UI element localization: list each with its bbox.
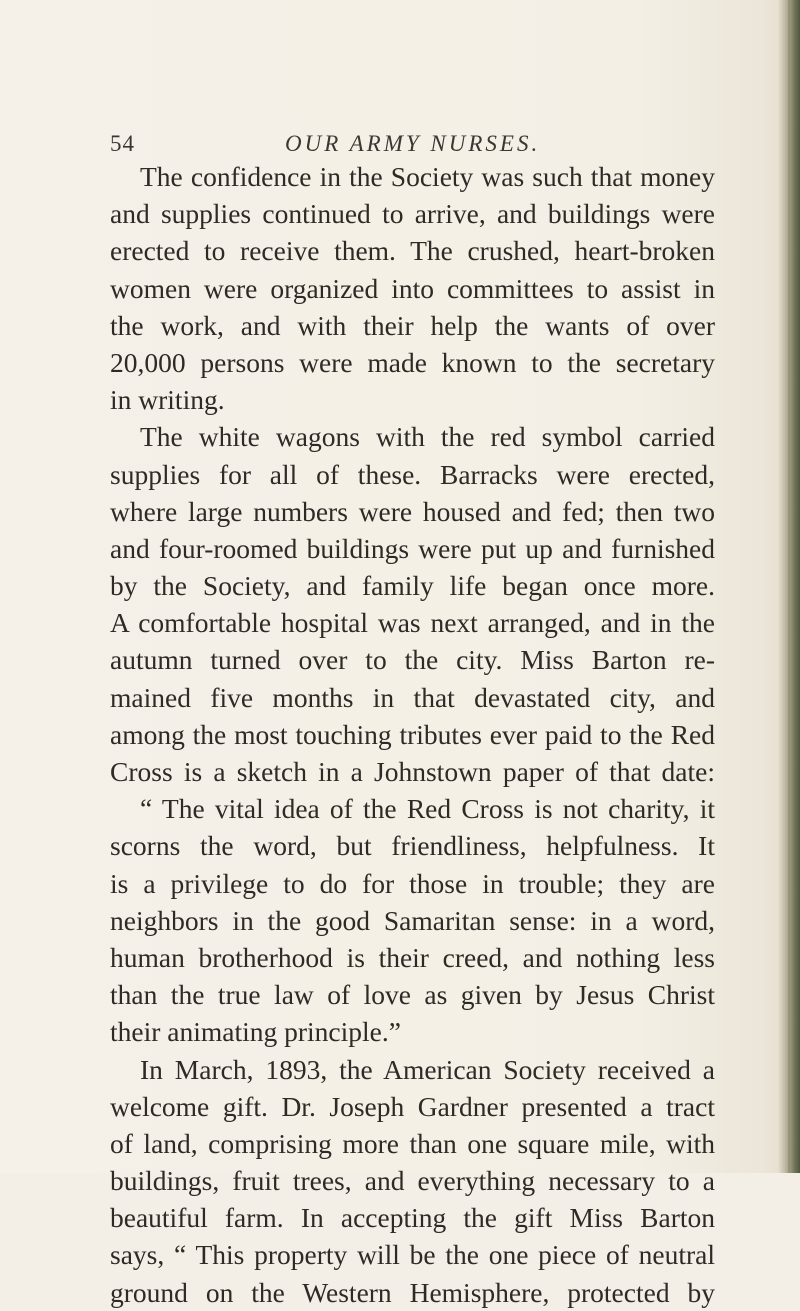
text-line: mained five months in that devastated city, and — [110, 681, 715, 713]
text-line: buildings, fruit trees, and everything necessary to a — [110, 1165, 715, 1197]
text-line: than the true law of love as given by Jesus Christ — [110, 979, 715, 1011]
text-line: in writing. — [110, 384, 225, 416]
text-line: autumn turned over to the city. Miss Barton re- — [110, 644, 715, 676]
text-line: The confidence in the Society was such that money — [140, 161, 715, 192]
text-line: Cross is a sketch in a Johnstown paper of that date: — [110, 756, 715, 787]
page-number: 54 — [110, 131, 135, 156]
text-line: and four-roomed buildings were put up and furnished — [110, 532, 715, 564]
text-line: neighbors in the good Samaritan sense: in a word, — [110, 904, 715, 936]
text-line: ground on the Western Hemisphere, protected by — [110, 1276, 715, 1308]
text-line: the work, and with their help the wants of over — [110, 309, 715, 341]
text-line: beautiful farm. In accepting the gift Miss Barton — [110, 1202, 715, 1234]
text-line: and supplies continued to arrive, and buildings were — [110, 198, 715, 230]
text-line: says, “ This property will be the one piece of neutral — [110, 1239, 715, 1271]
body-text — [110, 158, 715, 1311]
text-line: of land, comprising more than one square mile, with — [110, 1127, 715, 1159]
text-line: where large numbers were housed and fed; then two — [110, 495, 715, 527]
text-line: scorns the word, but friendliness, helpfulness. It — [110, 830, 715, 862]
text-line: erected to receive them. The crushed, heart-broken — [110, 235, 715, 267]
text-line: The white wagons with the red symbol carried — [140, 421, 715, 453]
text-line: supplies for all of these. Barracks were erected, — [110, 458, 715, 490]
text-line: welcome gift. Dr. Joseph Gardner presented a tract — [110, 1090, 715, 1122]
text-line: In March, 1893, the American Society received a — [140, 1053, 715, 1085]
text-line: their animating principle.” — [110, 1016, 401, 1048]
text-line: A comfortable hospital was next arranged, and in the — [110, 607, 715, 639]
page-header — [110, 131, 710, 159]
text-line: 20,000 persons were made known to the secretary — [110, 346, 715, 378]
text-line: human brotherhood is their creed, and nothing less — [110, 941, 715, 973]
text-line: by the Society, and family life began once more. — [110, 570, 715, 602]
page-edge-line — [788, 0, 790, 1173]
text-line: “ The vital idea of the Red Cross is not charity, it — [140, 793, 715, 825]
text-line: among the most touching tributes ever paid to the Red — [110, 718, 715, 750]
text-line: women were organized into committees to assist in — [110, 272, 715, 304]
text-line: is a privilege to do for those in trouble; they are — [110, 867, 715, 899]
running-head: OUR ARMY NURSES. — [285, 131, 541, 156]
